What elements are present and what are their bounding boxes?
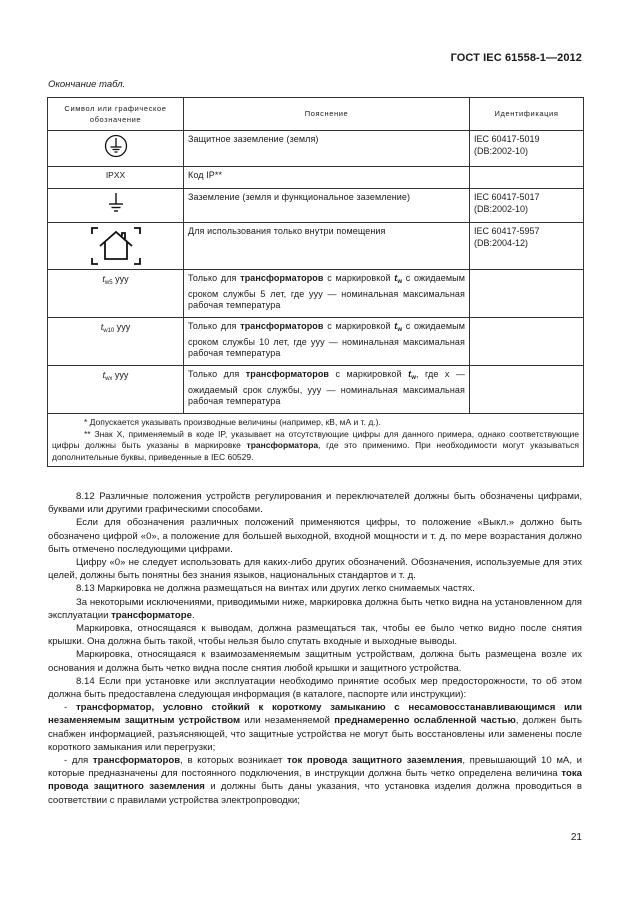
paragraph-text: - для bbox=[64, 755, 93, 767]
explanation-bold: трансформаторов bbox=[245, 369, 330, 379]
paragraph: Маркировка, относящаяся к взаимозаменяемым защитным устройствам, должна быть размещена возле их основания и должна быть четко видна после снятия любой крышки и защитного устройства. bbox=[48, 649, 582, 674]
identification-cell bbox=[470, 270, 584, 318]
symbol-subscript: w5 bbox=[104, 280, 113, 286]
table-row bbox=[48, 366, 584, 414]
symbol-t: t bbox=[102, 274, 105, 284]
explanation-tw: t bbox=[408, 369, 412, 379]
explanation-text: с маркировкой bbox=[323, 273, 395, 283]
paragraph: 8.13 Маркировка не должна размещаться на винтах или других легко снимаемых частях. bbox=[76, 583, 475, 595]
paragraph-bold: трансформаторов bbox=[92, 755, 181, 767]
identification-cell bbox=[470, 131, 584, 167]
identification-date: (DB:2002-10) bbox=[474, 145, 529, 156]
paragraph-bold: преднамеренно ослабленной частью bbox=[334, 715, 516, 727]
explanation-text: , где x — ожидаемый срок службы, yyy — номинальная максимальная рабочая температура bbox=[188, 369, 465, 406]
identification-cell bbox=[470, 189, 584, 223]
paragraph-text: и должны быть даны указания, что установка изделия должна проводиться в соответствии с правилами устройства электропроводки; bbox=[48, 781, 582, 806]
identification-date: (DB:2002-10) bbox=[474, 203, 529, 214]
paragraph-bold: трансформатор, условно стойкий к короткому замыканию с несамовосстанавливающимся или незаменяемым защитным устройством bbox=[48, 702, 582, 727]
symbol-cell bbox=[48, 189, 184, 223]
table-row bbox=[48, 318, 584, 366]
paragraph: Маркировка, относящаяся к выводам, должна размещаться так, чтобы ее было четко видно после снятия крышки. Она должна быть такой, чтобы нельзя было спутать входные и выходные выводы. bbox=[48, 623, 582, 648]
table-header-row bbox=[48, 98, 584, 131]
symbol-rest: yyy bbox=[112, 274, 129, 284]
explanation-text: Только для bbox=[188, 273, 241, 283]
explanation-tw: t bbox=[394, 321, 398, 331]
earth-icon bbox=[107, 192, 125, 214]
paragraph-bold: трансформаторе bbox=[111, 609, 192, 621]
symbols-table bbox=[47, 97, 584, 467]
paragraph-bold: тока провода защитного заземления bbox=[48, 768, 582, 793]
identification-code: IEC 60417-5019 bbox=[474, 134, 540, 144]
paragraph bbox=[48, 701, 582, 754]
identification-code: IEC 60417-5957 bbox=[474, 226, 540, 236]
identification-code: IEC 60417-5017 bbox=[474, 192, 540, 202]
paragraph: 8.14 Если при установке или эксплуатации необходимо принятие особых мер предосторожности, то об этом должна быть предоставлена следующая информация (в каталоге, паспорте или инструкции): bbox=[48, 675, 582, 701]
footnote-text: ** Знак X, применяемый в коде IP, указывает на отсутствующие цифры для данного примера, однако соответствующие цифры должны быть указаны в маркировке bbox=[52, 428, 579, 450]
explanation-text: с ожидаемым сроком службы 10 лет, где yyy — номинальная максимальная рабочая температура bbox=[188, 321, 465, 358]
table-caption: Окончание табл. bbox=[48, 79, 126, 90]
explanation-tw-sub: w bbox=[397, 279, 403, 285]
paragraph-text: . bbox=[191, 609, 195, 621]
symbol-cell bbox=[48, 223, 184, 270]
explanation-cell bbox=[184, 318, 470, 366]
table-row bbox=[48, 223, 584, 270]
footnote-bold: трансформатора bbox=[246, 440, 319, 450]
footnote-2 bbox=[52, 429, 579, 464]
identification-cell bbox=[470, 318, 584, 366]
symbol-subscript: wx bbox=[105, 376, 113, 382]
col-identification-header: Идентификация bbox=[470, 98, 584, 131]
explanation-bold: трансформаторов bbox=[240, 321, 324, 331]
table-row bbox=[48, 270, 584, 318]
table-row bbox=[48, 131, 584, 167]
explanation-cell: Защитное заземление (земля) bbox=[184, 131, 470, 167]
symbol-subscript: w10 bbox=[103, 328, 115, 334]
explanation-bold: трансформаторов bbox=[240, 273, 324, 283]
explanation-text: Только для bbox=[188, 369, 246, 379]
page-number: 21 bbox=[570, 832, 582, 843]
explanation-cell: Код IP** bbox=[184, 167, 470, 189]
indoor-use-icon bbox=[90, 226, 142, 266]
explanation-tw-sub: w bbox=[411, 375, 416, 381]
paragraph-text: За некоторыми исключениями, приводимыми ниже, маркировка должна быть четко видна на установленном для эксплуатации bbox=[48, 596, 582, 621]
protective-earth-icon bbox=[104, 134, 128, 158]
table-row bbox=[48, 167, 584, 189]
explanation-text: с ожидаемым сроком службы 5 лет, где yyy — номинальная максимальная рабочая температура bbox=[188, 273, 465, 310]
paragraph: Цифру «0» не следует использовать для каких-либо других обозначений. Обозначения, используемые для этих целей, должны быть понятны без знания языков, национальных стандартов и т. д. bbox=[48, 557, 582, 582]
explanation-text: Только для bbox=[188, 321, 241, 331]
symbol-cell bbox=[48, 270, 184, 318]
identification-date: (DB:2004-12) bbox=[474, 237, 529, 248]
explanation-text: с маркировкой bbox=[329, 369, 409, 379]
paragraph: 8.12 Различные положения устройств регулирования и переключателей должны быть обозначены цифрами, буквами или другими графическими способами. bbox=[48, 491, 582, 516]
document-header: ГОСТ IEC 61558-1—2012 bbox=[450, 52, 582, 64]
symbol-rest: yyy bbox=[112, 370, 129, 380]
paragraph-text: - bbox=[64, 702, 76, 714]
paragraph bbox=[48, 596, 582, 622]
table-notes-row bbox=[48, 414, 584, 467]
identification-cell bbox=[470, 223, 584, 270]
table-notes bbox=[48, 414, 584, 467]
table-row bbox=[48, 189, 584, 223]
body-text bbox=[48, 490, 582, 807]
symbol-t: t bbox=[100, 322, 104, 332]
symbol-cell: IPXX bbox=[48, 167, 184, 189]
paragraph-bold: ток провода защитного заземления bbox=[287, 755, 463, 767]
footnote-1: * Допускается указывать производные величины (например, кВ, мА и т. д.). bbox=[84, 417, 381, 427]
paragraph bbox=[48, 754, 582, 807]
paragraph-text: , в которых возникает bbox=[180, 755, 288, 767]
explanation-cell bbox=[184, 366, 470, 414]
explanation-cell bbox=[184, 270, 470, 318]
explanation-cell: Для использования только внутри помещения bbox=[184, 223, 470, 270]
col-explanation-header: Пояснение bbox=[184, 98, 470, 131]
paragraph: Если для обозначения различных положений применяются цифры, то положение «Выкл.» должно быть обозначено цифрой «0», а положение для большей выходной, входной мощности и т. д. по мере возрастания должно быть отмечено последующими цифрами. bbox=[48, 517, 582, 555]
symbol-cell bbox=[48, 366, 184, 414]
explanation-text: с маркировкой bbox=[323, 321, 395, 331]
footnote-text: , где это применимо. При необходимости могут указываться дополнительные буквы, приведенные в IEC 60529. bbox=[52, 440, 579, 462]
paragraph-text: , должен быть снабжен информацией, разъясняющей, что защитные устройства не могут быть восстановлены или заменены после короткого замыкания или перегрузки; bbox=[48, 715, 582, 753]
explanation-tw: t bbox=[394, 273, 398, 283]
identification-cell bbox=[470, 167, 584, 189]
symbol-cell bbox=[48, 318, 184, 366]
paragraph-text: или незаменяемой bbox=[240, 715, 335, 727]
paragraph-text: , превышающий 10 мА, и которые предназначены для постоянного подключения, в инструкции должна быть четко определена величина bbox=[48, 755, 582, 780]
symbol-rest: yyy bbox=[114, 322, 131, 332]
explanation-cell: Заземление (земля и функциональное заземление) bbox=[184, 189, 470, 223]
symbol-t: t bbox=[102, 370, 106, 380]
identification-cell bbox=[470, 366, 584, 414]
col-symbol-header: Символ или графическое обозначение bbox=[48, 98, 184, 131]
explanation-tw-sub: w bbox=[397, 327, 403, 333]
symbol-cell bbox=[48, 131, 184, 167]
